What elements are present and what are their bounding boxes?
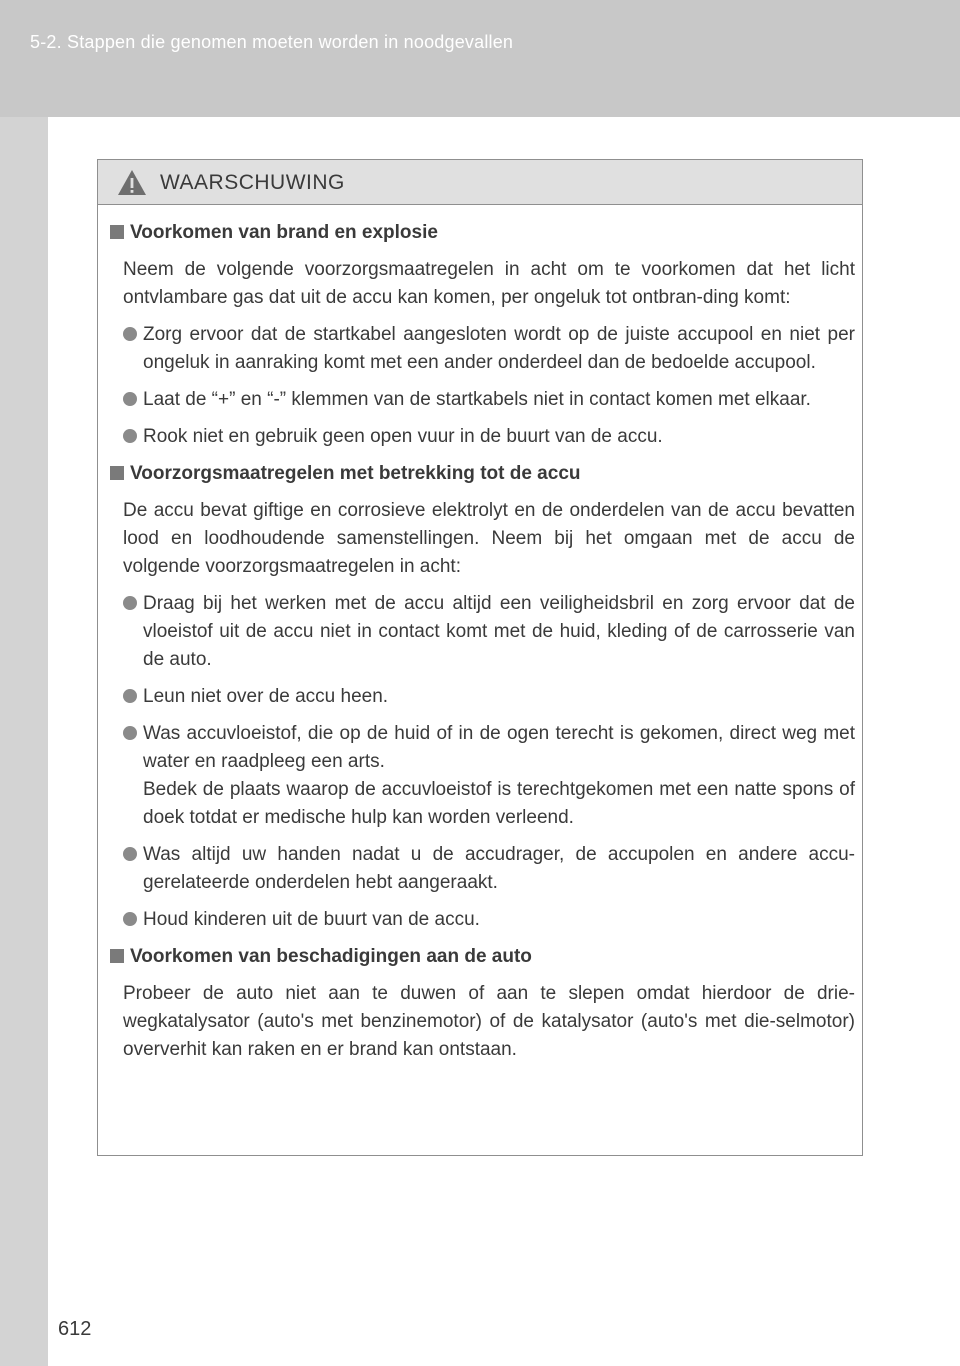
section-heading: Voorkomen van brand en explosie: [110, 219, 855, 247]
bullet-dot-icon: [123, 327, 137, 341]
list-item: Draag bij het werken met de accu altijd een veiligheidsbril en zorg ervoor dat de vloeistof uit de accu niet in contact komt met de huid, kleding of de carrosserie van de auto.: [110, 590, 855, 674]
section-heading: Voorzorgsmaatregelen met betrekking tot de accu: [110, 460, 855, 488]
bullet-dot-icon: [123, 847, 137, 861]
page-header: [0, 0, 960, 117]
section-intro: Probeer de auto niet aan te duwen of aan te slepen omdat hierdoor de drie-wegkatalysator (auto's met benzinemotor) of de katalysator (auto's met die-selmotor) oververhit kan raken en er brand kan ontstaan.: [123, 983, 855, 1060]
bullet-dot-icon: [123, 596, 137, 610]
square-bullet-icon: [110, 466, 124, 480]
list-item-note: Bedek de plaats waarop de accuvloeistof is terechtgekomen met een natte spons of doek totdat er medische hulp kan worden verleend.: [143, 779, 855, 828]
section-intro: Neem de volgende voorzorgsmaatregelen in acht om te voorkomen dat het licht ontvlambare gas dat uit de accu kan komen, per ongeluk tot ontbran-ding komt:: [123, 259, 855, 308]
warning-triangle-icon: [117, 169, 147, 196]
section-intro: De accu bevat giftige en corrosieve elektrolyt en de onderdelen van de accu bevatten lood en loodhoudende samenstellingen. Neem bij het omgaan met de accu de volgende voorzorgsmaatregelen in acht:: [123, 500, 855, 577]
list-item: Houd kinderen uit de buurt van de accu.: [110, 906, 855, 934]
list-item: Laat de “+” en “-” klemmen van de startkabels niet in contact komen met elkaar.: [110, 386, 855, 414]
warning-content: [110, 219, 855, 1073]
list-item: Was accuvloeistof, die op de huid of in de ogen terecht is gekomen, direct weg met water en raadpleeg een arts. Bedek de plaats waarop de accuvloeistof is terechtgekomen met een natte spons of doek totdat er medische hulp kan worden verleend.: [110, 720, 855, 832]
bullet-dot-icon: [123, 912, 137, 926]
list-item: Was altijd uw handen nadat u de accudrager, de accupolen en andere accu-gerelateerde onderdelen hebt aangeraakt.: [110, 841, 855, 897]
warning-title: WAARSCHUWING: [160, 171, 345, 194]
bullet-dot-icon: [123, 689, 137, 703]
bullet-dot-icon: [123, 429, 137, 443]
square-bullet-icon: [110, 949, 124, 963]
section-heading: Voorkomen van beschadigingen aan de auto: [110, 943, 855, 971]
list-item: Rook niet en gebruik geen open vuur in de buurt van de accu.: [110, 423, 855, 451]
square-bullet-icon: [110, 225, 124, 239]
list-item: Zorg ervoor dat de startkabel aangesloten wordt op de juiste accupool en niet per ongeluk in aanraking komt met een ander onderdeel dan de bedoelde accupool.: [110, 321, 855, 377]
page-number: 612: [58, 1318, 92, 1340]
warning-box: [97, 159, 863, 1156]
side-strip: [0, 117, 48, 1366]
list-item: Leun niet over de accu heen.: [110, 683, 855, 711]
section-title: 5-2. Stappen die genomen moeten worden in noodgevallen: [30, 32, 514, 52]
bullet-dot-icon: [123, 726, 137, 740]
bullet-dot-icon: [123, 392, 137, 406]
warning-header: [98, 160, 862, 205]
